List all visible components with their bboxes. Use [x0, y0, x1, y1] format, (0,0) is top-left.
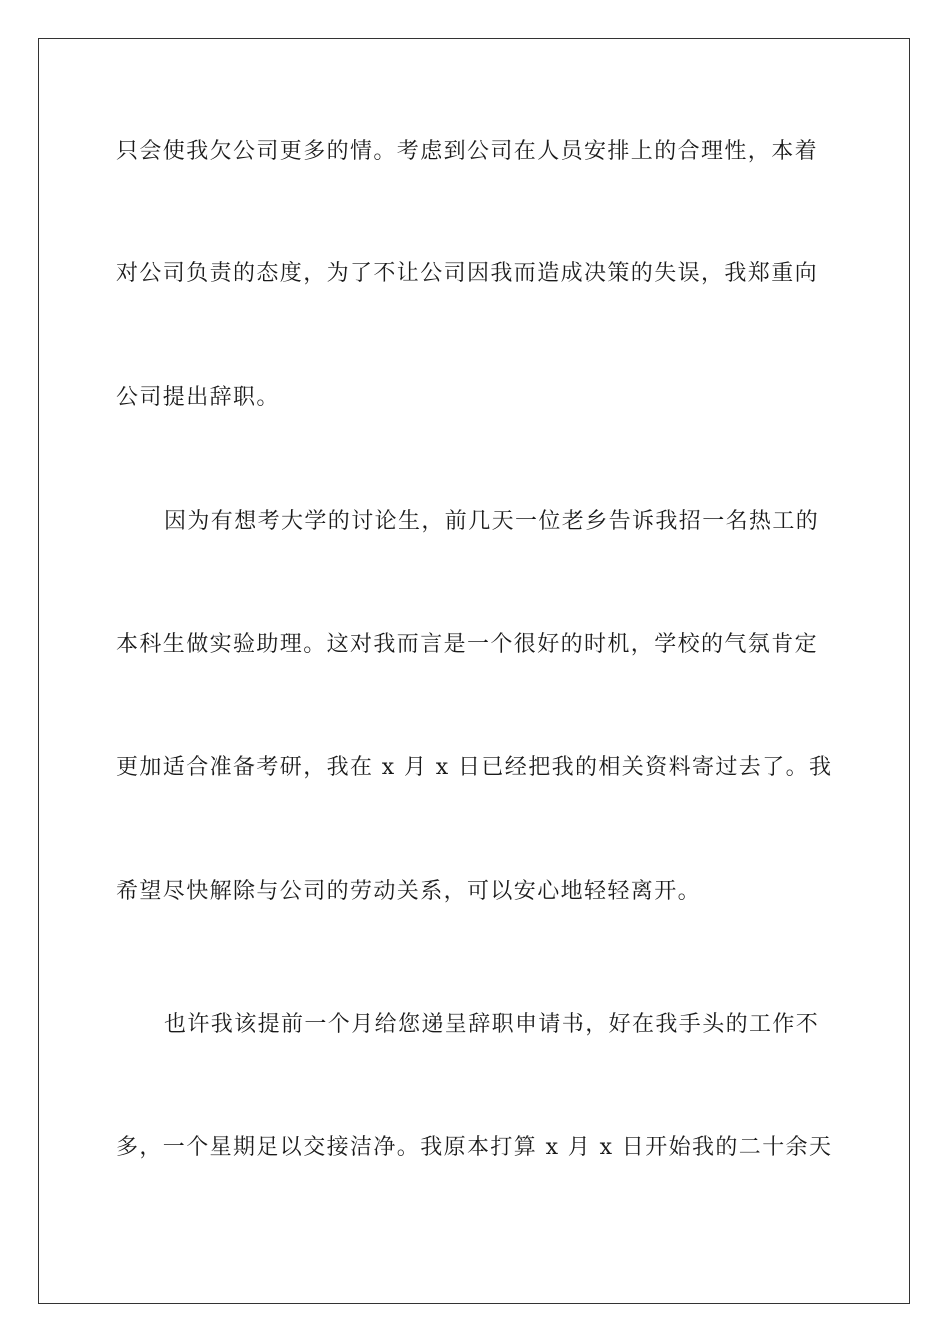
- paragraph-first-line: 因为有想考大学的讨论生，前几天一位老乡告诉我招一名热工的: [164, 509, 820, 534]
- text-line: 更加适合准备考研，我在 x 月 x 日已经把我的相关资料寄过去了。我: [116, 755, 833, 780]
- text-line: 多，一个星期足以交接洁净。我原本打算 x 月 x 日开始我的二十余天: [116, 1135, 833, 1160]
- text-line: 公司提出辞职。: [116, 385, 280, 410]
- text-line: 对公司负责的态度，为了不让公司因我而造成决策的失误，我郑重向: [116, 261, 819, 286]
- paragraph-first-line: 也许我该提前一个月给您递呈辞职申请书，好在我手头的工作不: [164, 1012, 820, 1037]
- text-line: 希望尽快解除与公司的劳动关系，可以安心地轻轻离开。: [116, 879, 702, 904]
- page-border: [38, 38, 910, 1304]
- text-line: 只会使我欠公司更多的情。考虑到公司在人员安排上的合理性，本着: [116, 139, 819, 164]
- text-line: 本科生做实验助理。这对我而言是一个很好的时机，学校的气氛肯定: [116, 632, 819, 657]
